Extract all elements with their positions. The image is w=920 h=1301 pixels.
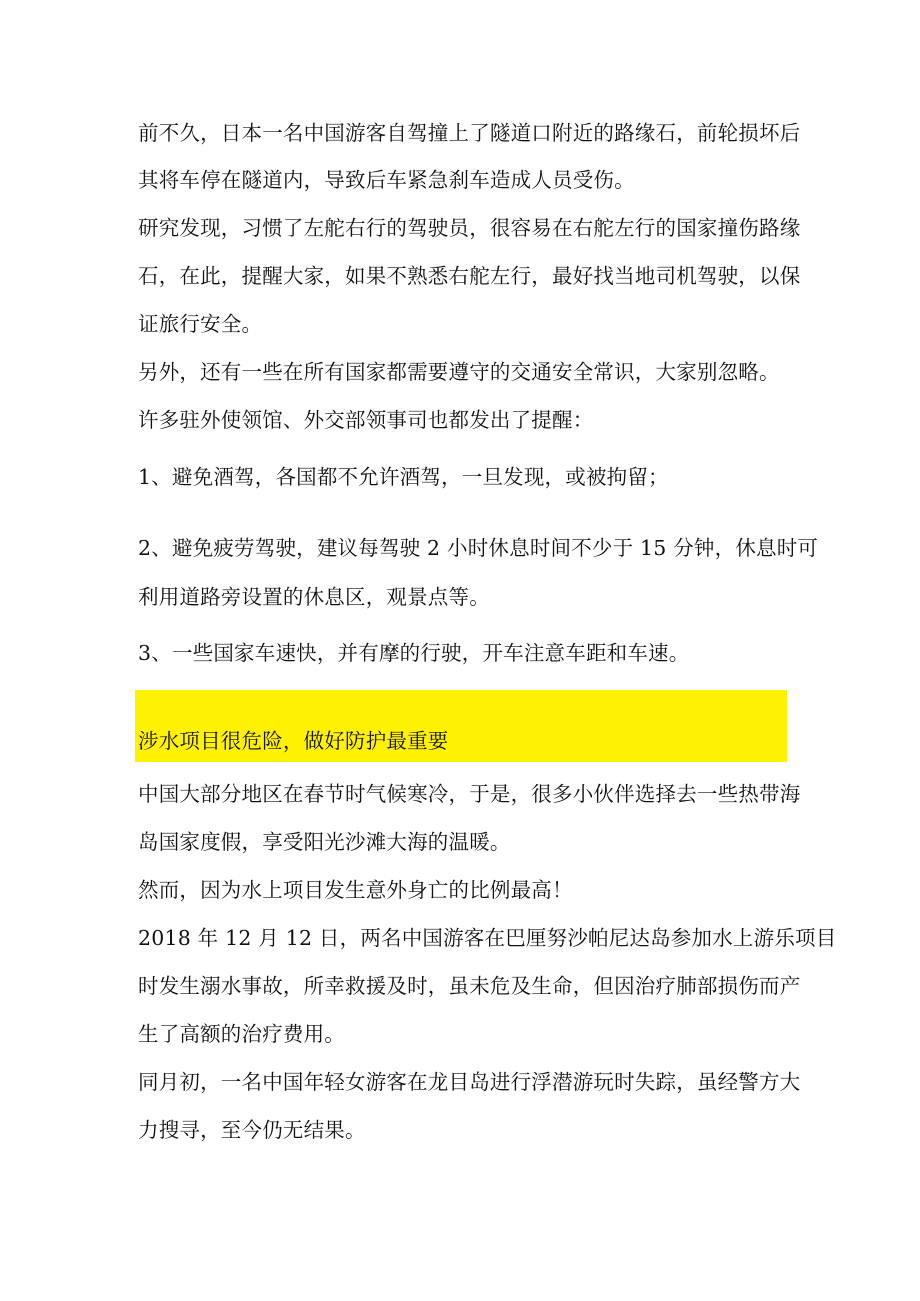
paragraph-line: 同月初，一名中国年轻女游客在龙目岛进行浮潜游玩时失踪，虽经警方大 [138, 1070, 801, 1094]
section-heading: 涉水项目很危险，做好防护最重要 [138, 729, 449, 753]
paragraph-line: 生了高额的治疗费用。 [138, 1022, 345, 1046]
paragraph-line: 2018 年 12 月 12 日，两名中国游客在巴厘努沙帕尼达岛参加水上游乐项目 [138, 926, 837, 950]
paragraph-line: 研究发现，习惯了左舵右行的驾驶员，很容易在右舵左行的国家撞伤路缘 [138, 216, 801, 240]
paragraph-line: 许多驻外使领馆、外交部领事司也都发出了提醒： [138, 408, 594, 432]
paragraph-line: 石，在此，提醒大家，如果不熟悉右舵左行，最好找当地司机驾驶，以保 [138, 264, 801, 288]
paragraph-line: 另外，还有一些在所有国家都需要遵守的交通安全常识，大家别忽略。 [138, 360, 780, 384]
list-item: 1、避免酒驾，各国都不允许酒驾，一旦发现，或被拘留； [138, 465, 669, 489]
paragraph-line: 前不久，日本一名中国游客自驾撞上了隧道口附近的路缘石，前轮损坏后 [138, 121, 801, 145]
list-item: 3、一些国家车速快，并有摩的行驶，开车注意车距和车速。 [138, 641, 690, 665]
paragraph-line: 时发生溺水事故，所幸救援及时，虽未危及生命，但因治疗肺部损伤而产 [138, 974, 801, 998]
paragraph-line: 其将车停在隧道内，导致后车紧急刹车造成人员受伤。 [138, 168, 635, 192]
paragraph-line: 中国大部分地区在春节时气候寒冷，于是，很多小伙伴选择去一些热带海 [138, 782, 801, 806]
paragraph-line: 然而，因为水上项目发生意外身亡的比例最高！ [138, 878, 573, 902]
paragraph-line: 证旅行安全。 [138, 312, 263, 336]
list-item-continued: 利用道路旁设置的休息区，观景点等。 [138, 585, 490, 609]
paragraph-line: 力搜寻，至今仍无结果。 [138, 1118, 366, 1142]
list-item: 2、避免疲劳驾驶，建议每驾驶 2 小时休息时间不少于 15 分钟，休息时可 [138, 536, 819, 560]
paragraph-line: 岛国家度假，享受阳光沙滩大海的温暖。 [138, 830, 511, 854]
